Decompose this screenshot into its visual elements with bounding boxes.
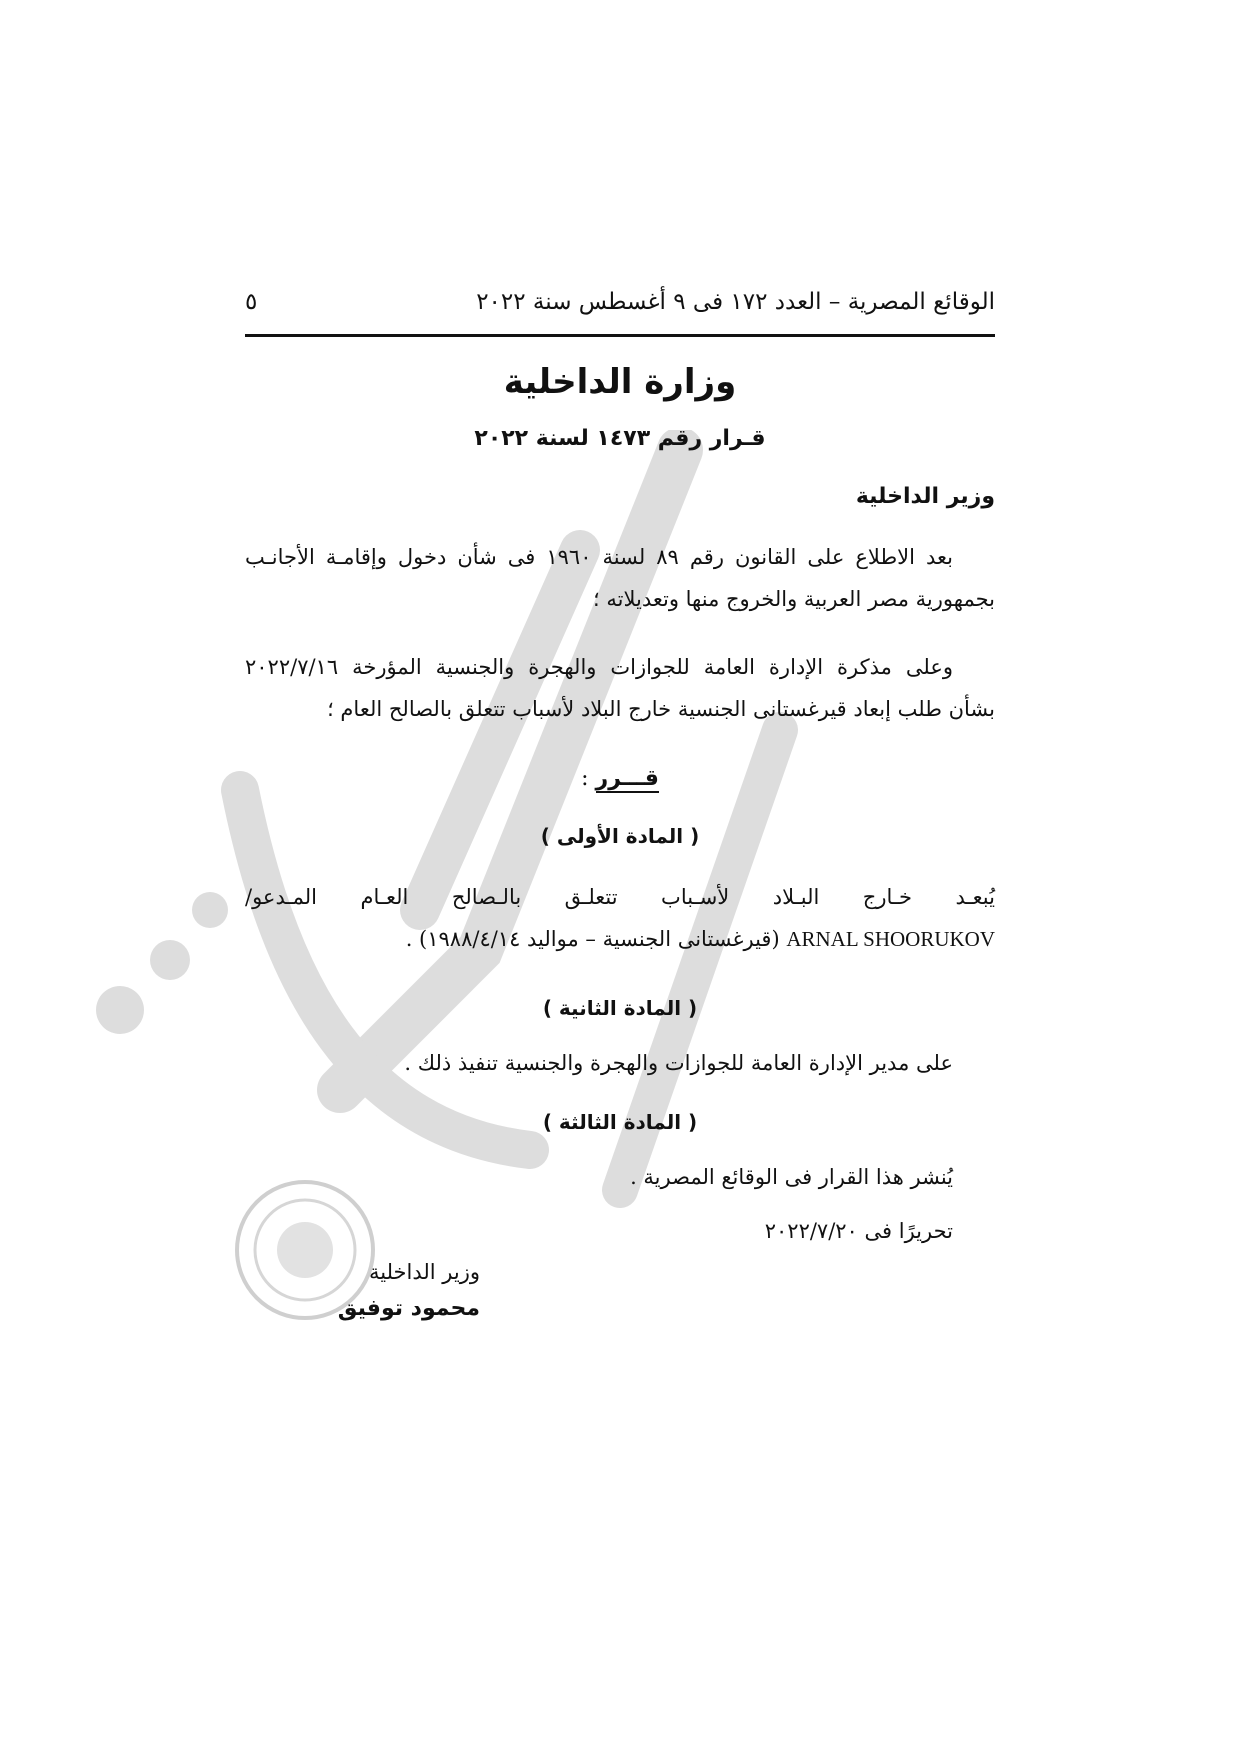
deportee-name: ARNAL SHOORUKOV xyxy=(786,927,995,951)
preamble-1-line-1: بعد الاطلاع على القانون رقم ٨٩ لسنة ١٩٦٠ فى شأن دخول وإقامـة الأجانـب xyxy=(245,545,953,569)
signatory-name: محمود توفيق xyxy=(337,1296,480,1321)
article-1-line-1: يُبعـد خـارج البـلاد لأسـباب تتعلـق بالـصالح العـام المـدعو/ xyxy=(245,885,995,909)
article-2-title: ( المادة الثانية ) xyxy=(542,996,698,1020)
page-number: ٥ xyxy=(245,289,258,315)
page-header xyxy=(245,282,995,322)
article-1-title: ( المادة الأولى ) xyxy=(540,824,700,848)
article-1-text xyxy=(245,876,995,960)
article-3-text: يُنشر هذا القرار فى الوقائع المصرية . xyxy=(630,1165,953,1189)
preamble-paragraph-1 xyxy=(245,536,995,620)
decision-date: تحريرًا فى ٢٠٢٢/٧/٢٠ xyxy=(764,1219,953,1243)
article-1-line-2 xyxy=(245,918,995,960)
minister-heading: وزير الداخلية xyxy=(855,484,995,509)
header-divider xyxy=(245,334,995,337)
preamble-paragraph-2 xyxy=(245,646,995,730)
decided-colon: : xyxy=(581,766,596,791)
decision-title: قـرار رقم ١٤٧٣ لسنة ٢٠٢٢ xyxy=(474,426,766,451)
article-3-title: ( المادة الثالثة ) xyxy=(542,1110,698,1134)
preamble-1-line-2: بجمهورية مصر العربية والخروج منها وتعديلاته ؛ xyxy=(593,587,995,611)
ministry-title: وزارة الداخلية xyxy=(503,362,737,402)
publication-info: الوقائع المصرية – العدد ١٧٢ فى ٩ أغسطس سنة ٢٠٢٢ xyxy=(476,289,995,315)
signature-block xyxy=(260,1260,480,1321)
article-2-text: على مدير الإدارة العامة للجوازات والهجرة والجنسية تنفيذ ذلك . xyxy=(404,1051,953,1075)
decided-word: قـــرر xyxy=(595,766,659,791)
decided-heading xyxy=(0,766,1240,791)
preamble-2-line-1: وعلى مذكرة الإدارة العامة للجوازات والهجرة والجنسية المؤرخة ٢٠٢٢/٧/١٦ xyxy=(245,655,953,679)
preamble-2-line-2: بشأن طلب إبعاد قيرغستانى الجنسية خارج البلاد لأسباب تتعلق بالصالح العام ؛ xyxy=(327,697,995,721)
deportee-details: (قيرغستانى الجنسية – مواليد ١٩٨٨/٤/١٤) . xyxy=(405,927,787,951)
signatory-title: وزير الداخلية xyxy=(368,1260,480,1284)
